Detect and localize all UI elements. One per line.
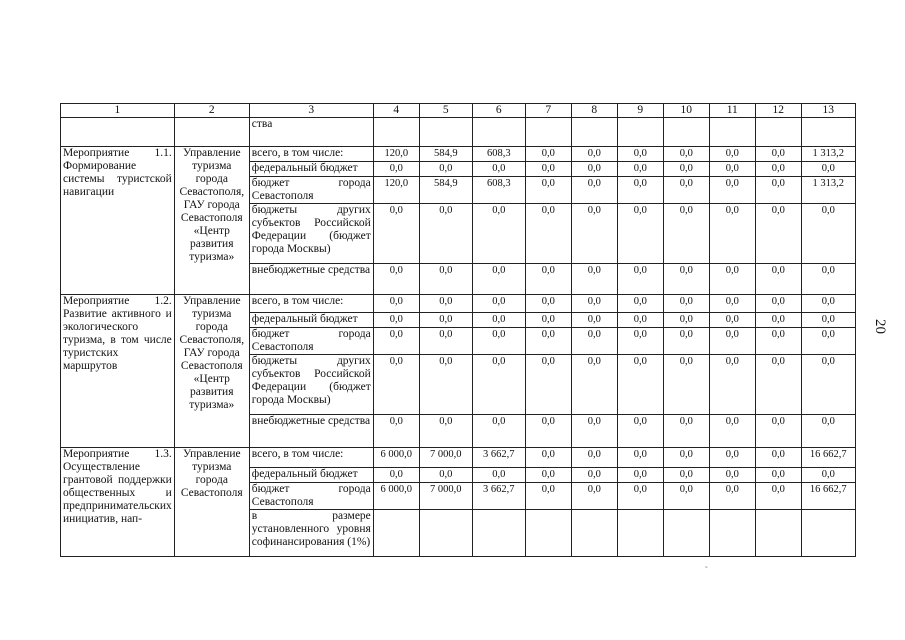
amount-cell: 6 000,0: [373, 483, 419, 510]
funding-source-label: в размере установленного уровня софинансирования (1%): [249, 510, 373, 557]
amount-cell: 0,0: [755, 483, 801, 510]
amount-cell: 0,0: [525, 448, 571, 468]
amount-cell: 0,0: [525, 313, 571, 328]
amount-cell: 0,0: [801, 415, 855, 448]
scan-mark: ˜: [705, 565, 708, 574]
amount-cell: [755, 510, 801, 557]
amount-cell: 0,0: [525, 355, 571, 415]
amount-cell: 0,0: [571, 468, 617, 483]
amount-cell: 1 313,2: [801, 177, 855, 204]
amount-cell: 0,0: [571, 264, 617, 295]
amount-cell: 0,0: [525, 468, 571, 483]
amount-cell: 0,0: [617, 448, 663, 468]
amount-cell: 0,0: [663, 468, 709, 483]
amount-cell: 0,0: [755, 177, 801, 204]
amount-cell: 120,0: [373, 177, 419, 204]
amount-cell: 0,0: [755, 295, 801, 313]
table-row: [61, 448, 856, 468]
amount-cell: 0,0: [755, 147, 801, 162]
amount-cell: 0,0: [617, 313, 663, 328]
amount-cell: 0,0: [801, 295, 855, 313]
amount-cell: 0,0: [755, 328, 801, 355]
amount-cell: 0,0: [755, 264, 801, 295]
amount-cell: 0,0: [373, 468, 419, 483]
amount-cell: [617, 510, 663, 557]
amount-cell: 0,0: [373, 328, 419, 355]
amount-cell: 0,0: [419, 468, 472, 483]
amount-cell: 0,0: [709, 162, 755, 177]
budget-table: [60, 103, 856, 557]
empty-cell: [61, 118, 175, 147]
amount-cell: 0,0: [801, 264, 855, 295]
empty-cell: [663, 118, 709, 147]
header-cell: 6: [472, 104, 525, 118]
empty-cell: [801, 118, 855, 147]
header-cell: 10: [663, 104, 709, 118]
amount-cell: [472, 510, 525, 557]
amount-cell: 0,0: [373, 355, 419, 415]
amount-cell: 7 000,0: [419, 483, 472, 510]
measure-executor: Управление туризма города Севастополя: [174, 448, 249, 557]
amount-cell: 0,0: [419, 295, 472, 313]
amount-cell: 0,0: [617, 328, 663, 355]
amount-cell: 0,0: [755, 162, 801, 177]
empty-cell: [472, 118, 525, 147]
header-cell: 1: [61, 104, 175, 118]
amount-cell: 0,0: [709, 415, 755, 448]
amount-cell: 0,0: [801, 204, 855, 264]
amount-cell: 16 662,7: [801, 448, 855, 468]
amount-cell: 0,0: [709, 448, 755, 468]
amount-cell: 0,0: [617, 162, 663, 177]
measure-title: Мероприятие 1.2. Развитие активного и экологического туризма, в том числе туристских маршрутов: [61, 295, 175, 448]
amount-cell: 0,0: [419, 355, 472, 415]
amount-cell: 0,0: [525, 264, 571, 295]
amount-cell: 0,0: [663, 295, 709, 313]
amount-cell: 0,0: [617, 177, 663, 204]
empty-cell: [571, 118, 617, 147]
amount-cell: 6 000,0: [373, 448, 419, 468]
amount-cell: 0,0: [617, 483, 663, 510]
amount-cell: 0,0: [472, 328, 525, 355]
amount-cell: 0,0: [525, 147, 571, 162]
amount-cell: 0,0: [373, 204, 419, 264]
funding-source-label: всего, в том числе:: [249, 448, 373, 468]
amount-cell: 0,0: [472, 313, 525, 328]
amount-cell: 0,0: [571, 204, 617, 264]
empty-cell: [617, 118, 663, 147]
amount-cell: 0,0: [755, 468, 801, 483]
amount-cell: 0,0: [617, 355, 663, 415]
amount-cell: 0,0: [419, 415, 472, 448]
amount-cell: 0,0: [801, 162, 855, 177]
header-cell: 13: [801, 104, 855, 118]
header-cell: 12: [755, 104, 801, 118]
amount-cell: 0,0: [663, 313, 709, 328]
amount-cell: 0,0: [419, 162, 472, 177]
empty-cell: [419, 118, 472, 147]
amount-cell: 0,0: [663, 264, 709, 295]
amount-cell: 0,0: [755, 204, 801, 264]
header-cell: 7: [525, 104, 571, 118]
header-cell: 8: [571, 104, 617, 118]
funding-source-label: ства: [249, 118, 373, 147]
amount-cell: 0,0: [571, 313, 617, 328]
amount-cell: 0,0: [571, 328, 617, 355]
continued-row: [61, 118, 856, 147]
page-number: 20: [872, 319, 888, 334]
funding-source-label: бюджет города Севастополя: [249, 177, 373, 204]
amount-cell: 584,9: [419, 177, 472, 204]
amount-cell: 608,3: [472, 147, 525, 162]
amount-cell: 0,0: [373, 415, 419, 448]
amount-cell: 0,0: [525, 483, 571, 510]
amount-cell: 0,0: [801, 328, 855, 355]
amount-cell: 0,0: [373, 264, 419, 295]
amount-cell: 0,0: [472, 355, 525, 415]
measure-executor: Управление туризма города Севастополя, ГАУ города Севастополя «Центр развития туризма»: [174, 295, 249, 448]
amount-cell: 608,3: [472, 177, 525, 204]
amount-cell: 0,0: [373, 162, 419, 177]
amount-cell: 0,0: [617, 204, 663, 264]
amount-cell: 0,0: [525, 177, 571, 204]
amount-cell: 0,0: [801, 355, 855, 415]
funding-source-label: бюджет города Севастополя: [249, 328, 373, 355]
amount-cell: 0,0: [419, 313, 472, 328]
amount-cell: 0,0: [617, 264, 663, 295]
table-row: [61, 147, 856, 162]
amount-cell: 0,0: [709, 328, 755, 355]
funding-source-label: всего, в том числе:: [249, 147, 373, 162]
funding-source-label: федеральный бюджет: [249, 468, 373, 483]
amount-cell: 0,0: [709, 264, 755, 295]
amount-cell: 0,0: [663, 147, 709, 162]
amount-cell: 0,0: [472, 204, 525, 264]
empty-cell: [373, 118, 419, 147]
header-cell: 2: [174, 104, 249, 118]
header-cell: 5: [419, 104, 472, 118]
amount-cell: [525, 510, 571, 557]
amount-cell: 0,0: [571, 483, 617, 510]
amount-cell: 0,0: [709, 483, 755, 510]
amount-cell: 0,0: [571, 177, 617, 204]
amount-cell: 0,0: [525, 415, 571, 448]
amount-cell: 0,0: [801, 468, 855, 483]
amount-cell: 0,0: [709, 177, 755, 204]
amount-cell: 0,0: [709, 204, 755, 264]
amount-cell: 1 313,2: [801, 147, 855, 162]
amount-cell: 0,0: [709, 313, 755, 328]
header-row: [61, 104, 856, 118]
empty-cell: [755, 118, 801, 147]
amount-cell: 0,0: [419, 328, 472, 355]
amount-cell: 7 000,0: [419, 448, 472, 468]
empty-cell: [525, 118, 571, 147]
amount-cell: 0,0: [663, 448, 709, 468]
header-cell: 3: [249, 104, 373, 118]
amount-cell: 0,0: [663, 177, 709, 204]
header-cell: 4: [373, 104, 419, 118]
amount-cell: 0,0: [663, 204, 709, 264]
empty-cell: [174, 118, 249, 147]
amount-cell: 0,0: [755, 448, 801, 468]
measure-executor: Управление туризма города Севастополя, ГАУ города Севастополя «Центр развития туризма»: [174, 147, 249, 295]
amount-cell: 0,0: [525, 295, 571, 313]
amount-cell: 16 662,7: [801, 483, 855, 510]
amount-cell: 0,0: [571, 448, 617, 468]
measure-title: Мероприятие 1.1. Формирование системы туристской навигации: [61, 147, 175, 295]
funding-source-label: федеральный бюджет: [249, 313, 373, 328]
amount-cell: 0,0: [373, 313, 419, 328]
amount-cell: [571, 510, 617, 557]
amount-cell: 0,0: [709, 147, 755, 162]
amount-cell: 0,0: [709, 295, 755, 313]
amount-cell: 0,0: [419, 204, 472, 264]
amount-cell: 0,0: [571, 147, 617, 162]
amount-cell: 0,0: [617, 295, 663, 313]
amount-cell: 0,0: [472, 264, 525, 295]
amount-cell: 0,0: [617, 468, 663, 483]
funding-source-label: бюджет города Севастополя: [249, 483, 373, 510]
amount-cell: [663, 510, 709, 557]
amount-cell: 0,0: [525, 204, 571, 264]
header-cell: 11: [709, 104, 755, 118]
amount-cell: 0,0: [617, 415, 663, 448]
amount-cell: 584,9: [419, 147, 472, 162]
amount-cell: 0,0: [419, 264, 472, 295]
amount-cell: 0,0: [663, 483, 709, 510]
amount-cell: 0,0: [571, 415, 617, 448]
funding-source-label: федеральный бюджет: [249, 162, 373, 177]
amount-cell: [801, 510, 855, 557]
amount-cell: 0,0: [525, 328, 571, 355]
amount-cell: 0,0: [755, 313, 801, 328]
amount-cell: 0,0: [571, 355, 617, 415]
amount-cell: 0,0: [663, 355, 709, 415]
funding-source-label: бюджеты других субъектов Российской Федерации (бюджет города Москвы): [249, 204, 373, 264]
amount-cell: 0,0: [373, 295, 419, 313]
amount-cell: 3 662,7: [472, 448, 525, 468]
amount-cell: 0,0: [663, 328, 709, 355]
measure-title: Мероприятие 1.3. Осуществление грантовой поддержки общественных и предпринимательских инициатив, нап-: [61, 448, 175, 557]
amount-cell: 0,0: [755, 415, 801, 448]
amount-cell: [709, 510, 755, 557]
empty-cell: [709, 118, 755, 147]
amount-cell: [419, 510, 472, 557]
amount-cell: 3 662,7: [472, 483, 525, 510]
amount-cell: 0,0: [472, 468, 525, 483]
amount-cell: 0,0: [525, 162, 571, 177]
funding-source-label: внебюджетные средства: [249, 264, 373, 295]
amount-cell: [373, 510, 419, 557]
amount-cell: 0,0: [755, 355, 801, 415]
amount-cell: 0,0: [663, 415, 709, 448]
amount-cell: 0,0: [472, 162, 525, 177]
amount-cell: 0,0: [571, 295, 617, 313]
header-cell: 9: [617, 104, 663, 118]
amount-cell: 0,0: [663, 162, 709, 177]
funding-source-label: всего, в том числе:: [249, 295, 373, 313]
table-row: [61, 295, 856, 313]
funding-source-label: внебюджетные средства: [249, 415, 373, 448]
amount-cell: 0,0: [617, 147, 663, 162]
amount-cell: 0,0: [472, 415, 525, 448]
amount-cell: 0,0: [709, 355, 755, 415]
amount-cell: 120,0: [373, 147, 419, 162]
funding-source-label: бюджеты других субъектов Российской Федерации (бюджет города Москвы): [249, 355, 373, 415]
amount-cell: 0,0: [472, 295, 525, 313]
amount-cell: 0,0: [571, 162, 617, 177]
amount-cell: 0,0: [801, 313, 855, 328]
amount-cell: 0,0: [709, 468, 755, 483]
